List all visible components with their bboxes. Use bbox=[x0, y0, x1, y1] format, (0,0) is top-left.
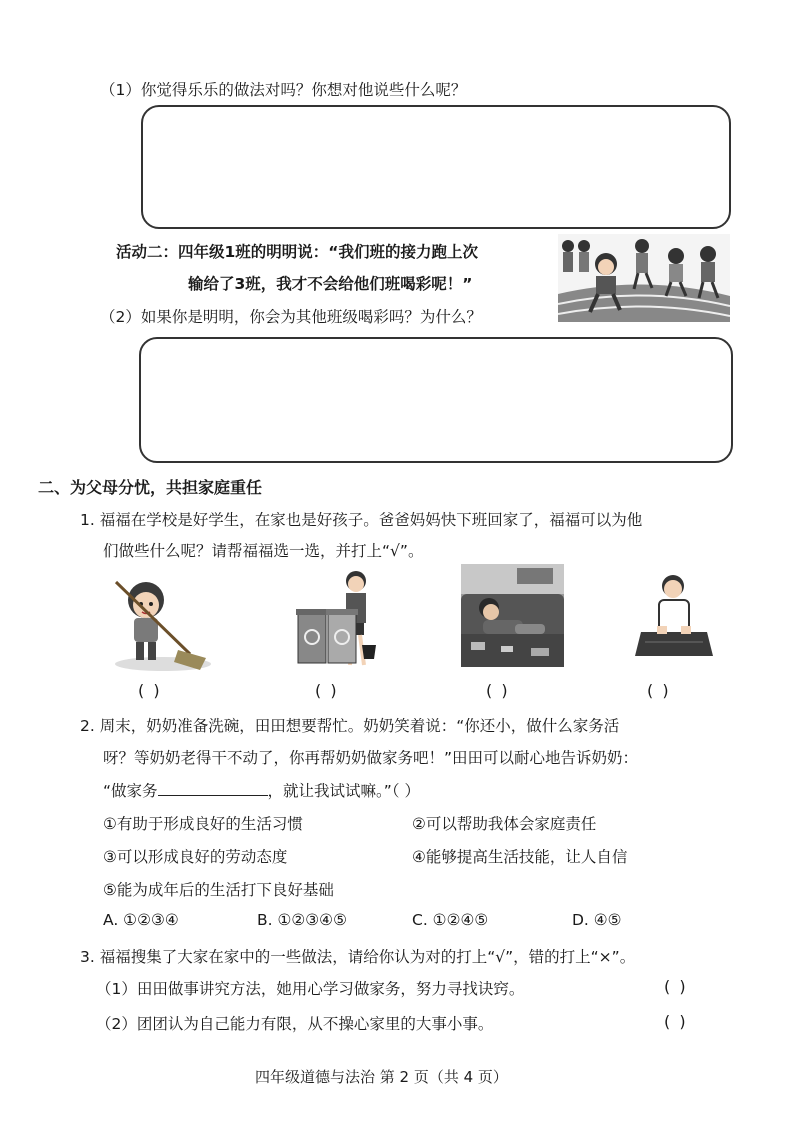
sweeping-illustration bbox=[108, 572, 213, 672]
item-2-line-1: 2. 周末，奶奶准备洗碗，田田想要帮忙。奶奶笑着说：“你还小，做什么家务活 bbox=[80, 717, 620, 735]
item-2-line-3-end: ，就让我试试嘛。”（ ） bbox=[267, 782, 420, 800]
section-2-title: 二、为父母分忧，共担家庭重任 bbox=[38, 478, 263, 497]
choice-a[interactable]: A. ①②③④ bbox=[103, 911, 179, 929]
trash-sorting-illustration bbox=[292, 567, 392, 672]
item-1-line-2: 们做些什么呢？请帮福福选一选，并打上“√”。 bbox=[103, 542, 424, 560]
item-3-sub-1: （1）田田做事讲究方法，她用心学习做家务，努力寻找诀窍。 bbox=[96, 980, 525, 998]
item-3-line-1: 3. 福福搜集了大家在家中的一些做法，请给你认为对的打上“√”，错的打上“×”。 bbox=[80, 948, 636, 966]
item-2-line-2: 呀？等奶奶老得干不动了，你再帮奶奶做家务吧！”田田可以耐心地告诉奶奶： bbox=[103, 749, 639, 767]
item-2-line-3 bbox=[103, 779, 420, 801]
option-2: ②可以帮助我体会家庭责任 bbox=[412, 815, 597, 833]
item-1-answer-paren-4[interactable]: ( ) bbox=[647, 681, 671, 700]
activity-2-line-1: 活动二：四年级1班的明明说：“我们班的接力跑上次 bbox=[116, 243, 478, 261]
choice-b[interactable]: B. ①②③④⑤ bbox=[257, 911, 347, 929]
choice-c[interactable]: C. ①②④⑤ bbox=[412, 911, 489, 929]
answer-box-1[interactable] bbox=[141, 105, 731, 229]
question-2-prompt: （2）如果你是明明，你会为其他班级喝彩吗？为什么？ bbox=[100, 308, 482, 326]
item-3-answer-paren-2[interactable]: ( ) bbox=[664, 1012, 688, 1031]
choice-d[interactable]: D. ④⑤ bbox=[572, 911, 622, 929]
item-1-answer-paren-3[interactable]: ( ) bbox=[486, 681, 510, 700]
item-2-line-3-start: “做家务 bbox=[103, 782, 158, 800]
item-3-answer-paren-1[interactable]: ( ) bbox=[664, 977, 688, 996]
item-1-answer-paren-2[interactable]: ( ) bbox=[315, 681, 339, 700]
option-1: ①有助于形成良好的生活习惯 bbox=[103, 815, 303, 833]
answer-box-2[interactable] bbox=[139, 337, 733, 463]
fill-in-blank[interactable] bbox=[158, 781, 268, 796]
question-1-prompt: （1）你觉得乐乐的做法对吗？你想对他说些什么呢？ bbox=[100, 81, 467, 99]
option-3: ③可以形成良好的劳动态度 bbox=[103, 848, 288, 866]
item-1-line-1: 1. 福福在学校是好学生，在家也是好孩子。爸爸妈妈快下班回家了，福福可以为他 bbox=[80, 511, 643, 529]
page-footer: 四年级道德与法治 第 2 页（共 4 页） bbox=[255, 1068, 508, 1086]
item-1-answer-paren-1[interactable]: ( ) bbox=[138, 681, 162, 700]
folding-clothes-illustration bbox=[633, 570, 715, 670]
option-4: ④能够提高生活技能，让人自信 bbox=[412, 848, 628, 866]
activity-2-line-2: 输给了3班，我才不会给他们班喝彩呢！” bbox=[188, 275, 473, 293]
option-5: ⑤能为成年后的生活打下良好基础 bbox=[103, 881, 334, 899]
sofa-photo bbox=[461, 564, 564, 667]
relay-race-illustration bbox=[558, 234, 730, 322]
item-3-sub-2: （2）团团认为自己能力有限，从不操心家里的大事小事。 bbox=[96, 1015, 494, 1033]
